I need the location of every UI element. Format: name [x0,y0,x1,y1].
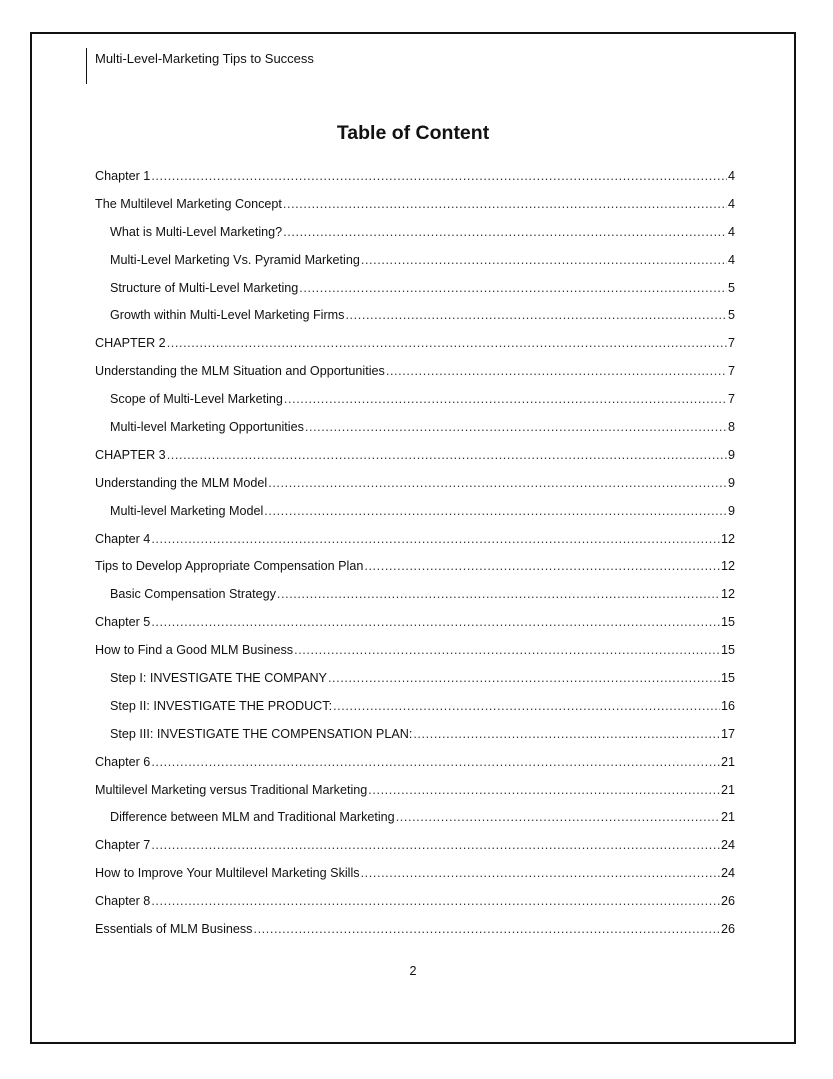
toc-entry-page: 7 [727,364,735,379]
toc-dot-leader [294,643,720,657]
toc-entry-page: 26 [720,921,735,936]
toc-entry-page: 4 [727,252,735,267]
toc-entry[interactable] [95,469,735,497]
toc-entry-label: Growth within Multi-Level Marketing Firms [110,308,345,323]
toc-entry-page: 21 [720,754,735,769]
page-number: 2 [409,964,417,978]
toc-entry[interactable] [95,831,735,859]
toc-entry-page: 5 [727,280,735,295]
toc-dot-leader [151,894,720,908]
toc-dot-leader [277,587,720,601]
toc-entry-label: Multi-Level Marketing Vs. Pyramid Marketing [110,252,360,267]
toc-dot-leader [167,336,727,350]
toc-entry-label: Chapter 5 [95,615,151,630]
toc-entry[interactable] [95,162,735,190]
toc-entry-page: 12 [720,559,735,574]
toc-entry-label: Multi-level Marketing Model [110,503,264,518]
toc-entry-page: 21 [720,810,735,825]
table-of-contents [95,162,735,943]
toc-entry-label: Multilevel Marketing versus Traditional Marketing [95,782,368,797]
toc-entry-label: Essentials of MLM Business [95,921,253,936]
toc-entry[interactable] [95,776,735,804]
toc-entry-page: 26 [720,894,735,909]
toc-entry-label: How to Find a Good MLM Business [95,643,294,658]
toc-entry-page: 15 [720,643,735,658]
toc-entry[interactable] [95,887,735,915]
toc-dot-leader [253,922,720,936]
toc-entry[interactable] [95,190,735,218]
toc-dot-leader [386,364,727,378]
toc-entry-page: 24 [720,866,735,881]
toc-entry-label: CHAPTER 2 [95,336,166,351]
toc-entry-label: Difference between MLM and Traditional Marketing [110,810,395,825]
toc-dot-leader [361,253,727,267]
toc-dot-leader [305,420,727,434]
toc-entry-label: Step II: INVESTIGATE THE PRODUCT: [110,698,333,713]
toc-entry-label: Chapter 6 [95,754,151,769]
toc-entry[interactable] [95,580,735,608]
toc-entry-label: CHAPTER 3 [95,447,166,462]
toc-entry-label: Understanding the MLM Model [95,475,268,490]
toc-entry[interactable] [95,246,735,274]
toc-entry-label: Tips to Develop Appropriate Compensation Plan [95,559,364,574]
toc-entry-page: 12 [720,587,735,602]
toc-dot-leader [333,699,720,713]
toc-entry[interactable] [95,552,735,580]
toc-entry-page: 16 [720,698,735,713]
toc-entry-page: 4 [727,196,735,211]
toc-entry-page: 4 [727,168,735,183]
toc-entry[interactable] [95,748,735,776]
toc-title: Table of Content [336,122,490,144]
toc-dot-leader [328,671,720,685]
toc-entry-label: How to Improve Your Multilevel Marketing Skills [95,866,360,881]
toc-dot-leader [368,783,720,797]
running-header: Multi-Level-Marketing Tips to Success [95,51,314,66]
toc-entry-page: 9 [727,475,735,490]
toc-entry[interactable] [95,413,735,441]
toc-entry[interactable] [95,218,735,246]
toc-dot-leader [167,448,727,462]
toc-entry[interactable] [95,274,735,302]
document-page [30,32,796,1044]
toc-entry-label: Chapter 8 [95,894,151,909]
toc-entry[interactable] [95,859,735,887]
toc-entry[interactable] [95,301,735,329]
toc-entry[interactable] [95,329,735,357]
toc-entry-label: Basic Compensation Strategy [110,587,276,602]
toc-entry-label: What is Multi-Level Marketing? [110,224,283,239]
toc-dot-leader [299,281,727,295]
toc-entry-label: Step I: INVESTIGATE THE COMPANY [110,670,327,685]
header-rule [86,48,87,84]
toc-entry[interactable] [95,803,735,831]
toc-entry-page: 15 [720,615,735,630]
toc-entry-page: 15 [720,670,735,685]
toc-dot-leader [268,476,727,490]
toc-entry[interactable] [95,915,735,943]
toc-dot-leader [151,838,720,852]
toc-entry[interactable] [95,385,735,413]
toc-entry[interactable] [95,720,735,748]
toc-entry-label: The Multilevel Marketing Concept [95,196,282,211]
toc-entry-page: 24 [720,838,735,853]
toc-dot-leader [151,615,720,629]
toc-entry-label: Chapter 4 [95,531,151,546]
toc-dot-leader [361,866,720,880]
toc-entry-page: 7 [727,336,735,351]
toc-dot-leader [364,559,720,573]
toc-dot-leader [151,169,727,183]
toc-dot-leader [283,225,727,239]
toc-entry-label: Understanding the MLM Situation and Opportunities [95,364,385,379]
toc-entry[interactable] [95,664,735,692]
toc-entry[interactable] [95,441,735,469]
toc-dot-leader [284,392,727,406]
toc-entry-page: 17 [720,726,735,741]
toc-entry-label: Step III: INVESTIGATE THE COMPENSATION PLAN: [110,726,413,741]
toc-entry[interactable] [95,497,735,525]
toc-entry-page: 9 [727,503,735,518]
toc-dot-leader [283,197,727,211]
toc-dot-leader [264,504,727,518]
toc-entry-page: 21 [720,782,735,797]
toc-entry-label: Multi-level Marketing Opportunities [110,419,304,434]
toc-entry[interactable] [95,525,735,553]
toc-entry-label: Scope of Multi-Level Marketing [110,392,283,407]
toc-dot-leader [151,755,720,769]
toc-entry-label: Structure of Multi-Level Marketing [110,280,299,295]
toc-entry-page: 4 [727,224,735,239]
toc-entry-page: 9 [727,447,735,462]
toc-entry-label: Chapter 1 [95,168,151,183]
toc-entry-page: 5 [727,308,735,323]
toc-entry-page: 7 [727,392,735,407]
toc-dot-leader [396,810,720,824]
toc-dot-leader [345,308,727,322]
toc-entry[interactable] [95,692,735,720]
toc-entry[interactable] [95,357,735,385]
toc-entry-page: 8 [727,419,735,434]
toc-entry[interactable] [95,636,735,664]
toc-entry[interactable] [95,608,735,636]
toc-dot-leader [151,532,720,546]
toc-dot-leader [413,727,720,741]
toc-entry-label: Chapter 7 [95,838,151,853]
toc-entry-page: 12 [720,531,735,546]
